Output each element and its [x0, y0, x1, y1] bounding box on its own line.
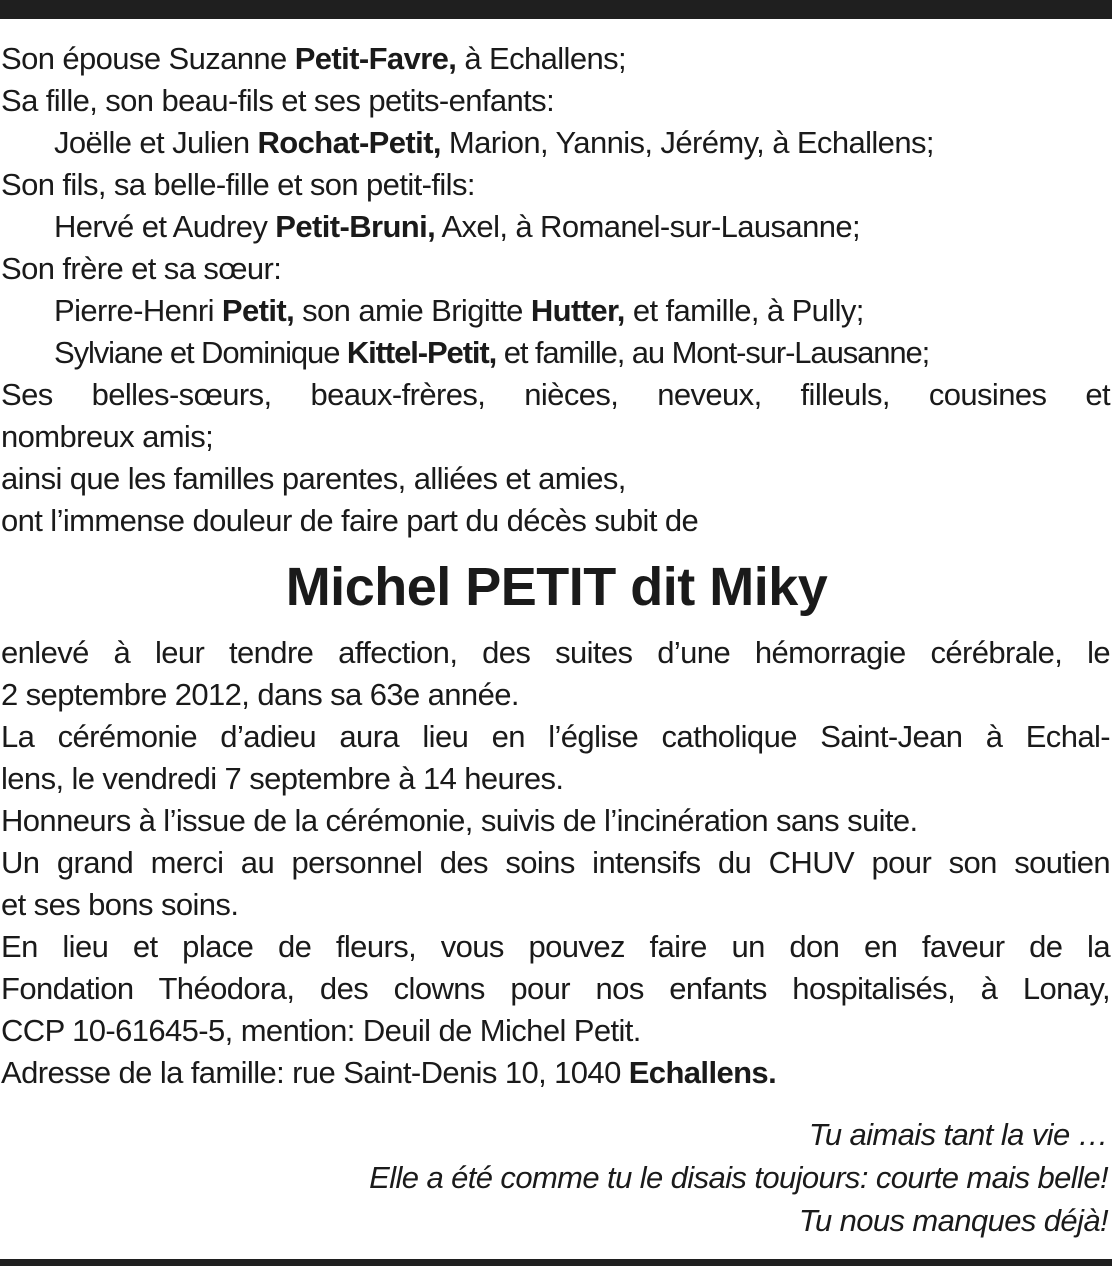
daughter-prefix: Joëlle et Julien: [54, 125, 258, 160]
spouse-line: [1, 38, 1110, 80]
brother-middle: son amie Brigitte: [294, 293, 531, 328]
son-suffix: Axel, à Romanel-sur-Lausanne;: [435, 209, 861, 244]
spouse-prefix: Son épouse Suzanne: [1, 41, 295, 76]
sister-suffix: et famille, au Mont-sur-Lausanne;: [496, 335, 930, 370]
bottom-border-rule: [0, 1259, 1112, 1266]
brother-line: [1, 290, 1110, 332]
death-line-1: enlevé à leur tendre affection, des suites d’une hémorragie cérébrale, le: [1, 635, 1110, 670]
donation-line-3: CCP 10-61645-5, mention: Deuil de Michel Petit.: [1, 1013, 641, 1048]
families-line: ainsi que les familles parentes, alliées et amies,: [1, 461, 626, 496]
closing-line-1: Tu aimais tant la vie …: [808, 1117, 1108, 1152]
daughter-suffix: Marion, Yannis, Jérémy, à Echallens;: [440, 125, 934, 160]
address-text: Adresse de la famille: rue Saint-Denis 10, 1040: [1, 1055, 629, 1090]
daughter-line: [1, 122, 1110, 164]
son-line: [1, 206, 1110, 248]
closing-line-2: Elle a été comme tu le disais toujours: courte mais belle!: [369, 1160, 1108, 1195]
partner-surname: Hutter,: [530, 293, 625, 328]
announcement-line: ont l’immense douleur de faire part du décès subit de: [1, 503, 699, 538]
relatives-line-2: nombreux amis;: [1, 419, 214, 454]
honours-line: Honneurs à l’issue de la cérémonie, suivis de l’incinération sans suite.: [1, 803, 918, 838]
death-line-2: 2 septembre 2012, dans sa 63e année.: [1, 677, 519, 712]
brother-surname: Petit,: [221, 293, 295, 328]
donation-line-2: Fondation Théodora, des clowns pour nos enfants hospitalisés, à Lonay,: [1, 971, 1110, 1006]
siblings-heading: Son frère et sa sœur:: [1, 251, 282, 286]
sister-line: [1, 332, 1110, 374]
top-border-rule: [0, 0, 1112, 19]
thanks-line-1: Un grand merci au personnel des soins intensifs du CHUV pour son soutien: [1, 845, 1110, 880]
sister-surname: Kittel-Petit,: [346, 335, 497, 370]
ceremony-line-1: La cérémonie d’adieu aura lieu en l’église catholique Saint-Jean à Echal-: [1, 719, 1110, 754]
address-line: [1, 1052, 1110, 1094]
address-city: Echallens.: [628, 1055, 777, 1090]
brother-suffix: et famille, à Pully;: [624, 293, 864, 328]
relatives-line-1: Ses belles-sœurs, beaux-frères, nièces, neveux, filleuls, cousines et: [1, 377, 1110, 412]
thanks-line-2: et ses bons soins.: [1, 887, 239, 922]
closing-line-3: Tu nous manques déjà!: [798, 1203, 1108, 1238]
death-notice: [1, 38, 1110, 1242]
spouse-suffix: à Echallens;: [456, 41, 627, 76]
deceased-name: Michel PETIT dit Miky: [285, 557, 828, 617]
brother-prefix: Pierre-Henri: [54, 293, 222, 328]
donation-line-1: En lieu et place de fleurs, vous pouvez faire un don en faveur de la: [1, 929, 1110, 964]
sister-prefix: Sylviane et Dominique: [54, 335, 347, 370]
ceremony-line-2: lens, le vendredi 7 septembre à 14 heures.: [1, 761, 564, 796]
spouse-surname: Petit-Favre,: [294, 41, 457, 76]
daughter-surname: Rochat-Petit,: [257, 125, 441, 160]
closing-verse: [1, 1113, 1110, 1242]
daughter-heading: Sa fille, son beau-fils et ses petits-enfants:: [1, 83, 555, 118]
son-prefix: Hervé et Audrey: [54, 209, 276, 244]
son-surname: Petit-Bruni,: [275, 209, 436, 244]
son-heading: Son fils, sa belle-fille et son petit-fils:: [1, 167, 475, 202]
